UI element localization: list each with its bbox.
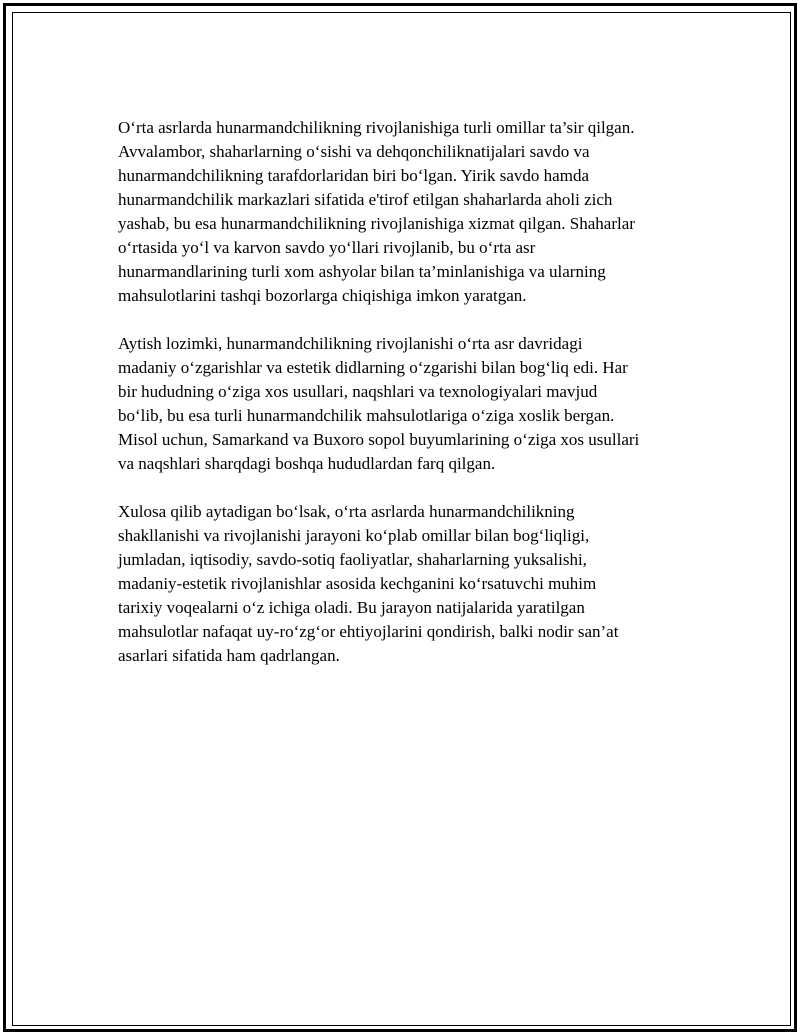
paragraph-1: O‘rta asrlarda hunarmandchilikning rivojlanishiga turli omillar ta’sir qilgan. Avvalambor, shaharlarning o‘sishi va dehqonchiliknatijalari savdo va hunarmandchilikning tarafdorlaridan biri bo‘lgan. Yirik savdo hamda hunarmandchilik markazlari sifatida e'tirof etilgan shaharlarda aholi zich yashab, bu esa hunarmandchilikning rivojlanishiga xizmat qilgan. Shaharlar o‘rtasida yo‘l va karvon savdo yo‘llari rivojlanib, bu o‘rta asr hunarmandlarining turli xom ashyolar bilan ta’minlanishiga va ularning mahsulotlarini tashqi bozorlarga chiqishiga imkon yaratgan.: [118, 118, 635, 305]
paragraph-3: Xulosa qilib aytadigan bo‘lsak, o‘rta asrlarda hunarmandchilikning shakllanishi va rivojlanishi jarayoni ko‘plab omillar bilan bog‘liqligi, jumladan, iqtisodiy, savdo-sotiq faoliyatlar, shaharlarning yuksalishi, madaniy-estetik rivojlanishlar asosida kechganini ko‘rsatuvchi muhim tarixiy voqealarni o‘z ichiga oladi. Bu jarayon natijalarida yaratilgan mahsulotlar nafaqat uy-ro‘zg‘or ehtiyojlarini qondirish, balki nodir san’at asarlari sifatida ham qadrlangan.: [118, 502, 619, 665]
paragraph-2: Aytish lozimki, hunarmandchilikning rivojlanishi o‘rta asr davridagi madaniy o‘zgarishlar va estetik didlarning o‘zgarishi bilan bog‘liq edi. Har bir hududning o‘ziga xos usullari, naqshlari va texnologiyalari mavjud bo‘lib, bu esa turli hunarmandchilik mahsulotlariga o‘ziga xoslik bergan. Misol uchun, Samarkand va Buxoro sopol buyumlarining o‘ziga xos usullari va naqshlari sharqdagi boshqa hududlardan farq qilgan.: [118, 334, 640, 473]
document-body: [118, 116, 703, 692]
